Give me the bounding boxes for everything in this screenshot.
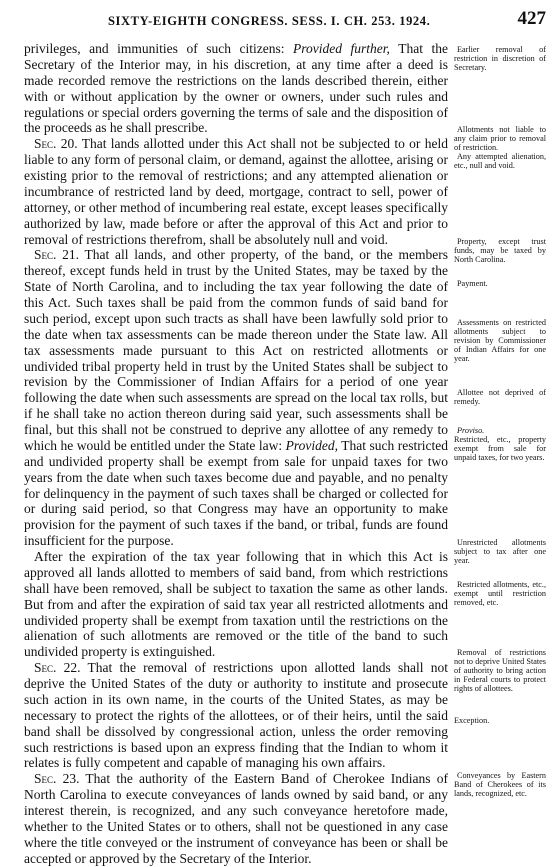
margin-note: Unrestricted allotments subject to tax after one year. xyxy=(454,538,546,565)
margin-note: Exception. xyxy=(454,716,490,725)
section-label: Sec. 22. xyxy=(34,660,81,676)
section-22: Sec. 22. That the removal of restrictions upon allotted lands shall not deprive the United States of the duty or authority to institute and prosecute such action in its own name, in the courts of the United States, as may be necessary to protect the rights of the allottees, or of their heirs, until the said band shall be dissolved by congressional action, unless the order removing such restrictions is based upon an express finding that the Indian to whom it relates is fully competent and capable of managing his own affairs. xyxy=(24,660,448,771)
section-label: Sec. 23. xyxy=(34,771,80,787)
margin-note: Proviso. Restricted, etc., property exempt from sale for unpaid taxes, for two years. xyxy=(454,426,546,462)
margin-note: Any attempted alienation, etc., null and void. xyxy=(454,152,546,170)
margin-note: Conveyances by Eastern Band of Cherokees of its lands, recognized, etc. xyxy=(454,771,546,798)
margin-note: Earlier removal of restriction in discretion of Secretary. xyxy=(454,45,546,72)
paragraph-continuation: privileges, and immunities of such citizens: Provided further, That the Secretary of the Interior may, in his discretion, at any time after a deed is made recorded remove the restrictions on the lands described therein, either with or without application by the owner or owners, under such rules and regulations or special orders governing the terms of sale and the disposition of the proceeds as he shall prescribe. xyxy=(24,41,448,136)
section-21: Sec. 21. That all lands, and other property, of the band, or the members thereof, except funds held in trust by the United States, may be taxed by the State of North Carolina, and to including the tax year following the date of this Act. Such taxes shall be paid from the common funds of said band for such period, except upon such tracts as shall have been lawfully sold prior to the date when tax assessments can be made thereon under the State law. All tax assessments made pursuant to this Act on restricted allotments or undivided tribal property held in trust by the United States shall be subject to revision by the Commissioner of Indian Affairs for a period of one year following the date when such assessments are spread on the local tax rolls, but if he shall take no action thereon during said year, such assessments shall be final, but this shall not be construed to deprive any allottee of any remedy to which he would be entitled under the State law: Provided, That such restricted and undivided property shall be exempt from sale for unpaid taxes for two years from the date when such taxes become due and payable, and no penalty for delinquency in the payment of such taxes shall be charged or collected for or during said period, so that Congress may have an opportunity to make provision for the payment of such taxes if the band, or tribal, funds are found insufficient for the purpose. xyxy=(24,247,448,549)
body-text xyxy=(24,41,448,867)
margin-note: Allottee not deprived of remedy. xyxy=(454,388,546,406)
section-20: Sec. 20. That lands allotted under this Act shall not be subjected to or held liable to any form of personal claim, or demand, against the allottee, arising or existing prior to the removal of restrictions; and any attempted alienation or incumbrance of restricted land by deed, mortgage, contract to sell, power of attorney, or other method of incumbering real estate, except leases specifically authorized by law, made before or after the approval of this Act and prior to removal of restrictions therefrom, shall be absolutely null and void. xyxy=(24,136,448,247)
margin-note: Assessments on restricted allotments subject to revision by Commissioner of Indian Affairs for one year. xyxy=(454,318,546,363)
margin-note: Payment. xyxy=(457,279,488,288)
margin-note: Restricted allotments, etc., exempt until restriction removed, etc. xyxy=(454,580,546,607)
margin-notes xyxy=(454,0,546,867)
margin-note: Allotments not liable to any claim prior to removal of restriction. xyxy=(454,125,546,152)
page-number: 427 xyxy=(517,8,546,29)
margin-note: Removal of restrictions not to deprive United States of authority to bring action in Federal courts to protect rights of allottees. xyxy=(454,648,546,693)
section-label: Sec. 21. xyxy=(34,247,80,263)
proviso-label: Proviso. xyxy=(457,426,485,435)
margin-note: Property, except trust funds, may be taxed by North Carolina. xyxy=(454,237,546,264)
header-title: SIXTY-EIGHTH CONGRESS. SESS. I. CH. 253. 1924. xyxy=(108,14,431,28)
paragraph-after-expiration: After the expiration of the tax year following that in which this Act is approved all lands allotted to members of said band, from which restrictions shall have been removed, shall be subject to taxation the same as other lands. But from and after the expiration of said tax year all restricted allotments and undivided property shall be exempt from taxation until the restrictions on the alienation of such allotments are removed or the title of the band to such undivided property is extinguished. xyxy=(24,549,448,660)
section-label: Sec. 20. xyxy=(34,136,78,152)
section-23: Sec. 23. That the authority of the Eastern Band of Cherokee Indians of North Carolina to execute conveyances of lands owned by said band, or any interest therein, is recognized, and any such conveyance heretofore made, whether to the United States or to others, shall not be questioned in any case where the title conveyed or the instrument of conveyance has been or shall be accepted or approved by the Secretary of the Interior. xyxy=(24,771,448,866)
